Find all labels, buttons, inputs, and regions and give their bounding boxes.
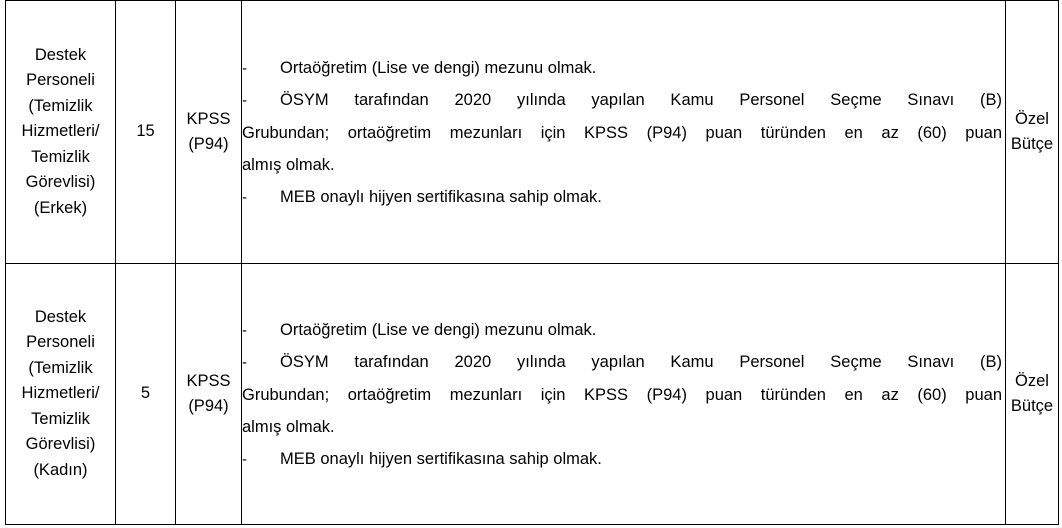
requirement-text: Grubundan; ortaöğretim mezunları için KPSS (P94) puan türünden en az (60) puan: [242, 123, 1002, 142]
position-count: 15: [136, 122, 155, 141]
position-title: Destek Personeli (Temizlik Hizmetleri/ Temizlik Görevlisi) (Erkek): [21, 45, 100, 217]
requirement-item: [242, 84, 1002, 181]
positions-table: [5, 0, 1059, 525]
position-count-cell: [116, 1, 176, 264]
requirement-text-line: [242, 346, 1002, 379]
position-count-cell: [116, 264, 176, 525]
bullet-dash: -: [242, 321, 247, 339]
bullet-dash: -: [242, 450, 247, 468]
requirement-text: Grubundan; ortaöğretim mezunları için KPSS (P94) puan türünden en az (60) puan: [242, 385, 1002, 404]
budget-cell: [1006, 264, 1059, 525]
bullet-dash: -: [242, 353, 247, 371]
table-row: [6, 1, 1059, 264]
requirement-item: [242, 314, 1002, 346]
requirement-text: MEB onaylı hijyen sertifikasına sahip olmak.: [280, 449, 602, 468]
position-title-cell: [6, 264, 116, 525]
requirements-cell: [242, 1, 1006, 264]
kpss-type: KPSS (P94): [186, 109, 231, 153]
budget-cell: [1006, 1, 1059, 264]
position-count: 5: [140, 384, 151, 403]
budget-type: Özel Bütçe: [1010, 371, 1054, 415]
kpss-cell: [176, 1, 242, 264]
bullet-dash: -: [242, 59, 247, 77]
requirements-cell: [242, 264, 1006, 525]
requirement-text-line: [242, 84, 1002, 117]
table-row: [6, 264, 1059, 525]
requirement-text: ÖSYM tarafından 2020 yılında yapılan Kamu Personel Seçme Sınavı (B): [280, 90, 1002, 109]
requirement-text: ÖSYM tarafından 2020 yılında yapılan Kamu Personel Seçme Sınavı (B): [280, 352, 1002, 371]
bullet-dash: -: [242, 188, 247, 206]
budget-type: Özel Bütçe: [1010, 109, 1054, 153]
requirement-text: almış olmak.: [242, 417, 335, 436]
position-title: Destek Personeli (Temizlik Hizmetleri/ Temizlik Görevlisi) (Kadın): [21, 307, 100, 479]
requirement-item: [242, 443, 1002, 475]
bullet-dash: -: [242, 91, 247, 109]
position-title-cell: [6, 1, 116, 264]
requirement-text: MEB onaylı hijyen sertifikasına sahip olmak.: [280, 187, 602, 206]
requirement-item: [242, 181, 1002, 213]
requirement-text: Ortaöğretim (Lise ve dengi) mezunu olmak.: [280, 58, 597, 77]
requirement-text: almış olmak.: [242, 155, 335, 174]
requirement-item: [242, 346, 1002, 443]
requirement-item: [242, 52, 1002, 84]
kpss-type: KPSS (P94): [186, 371, 231, 415]
kpss-cell: [176, 264, 242, 525]
requirement-text: Ortaöğretim (Lise ve dengi) mezunu olmak.: [280, 320, 597, 339]
